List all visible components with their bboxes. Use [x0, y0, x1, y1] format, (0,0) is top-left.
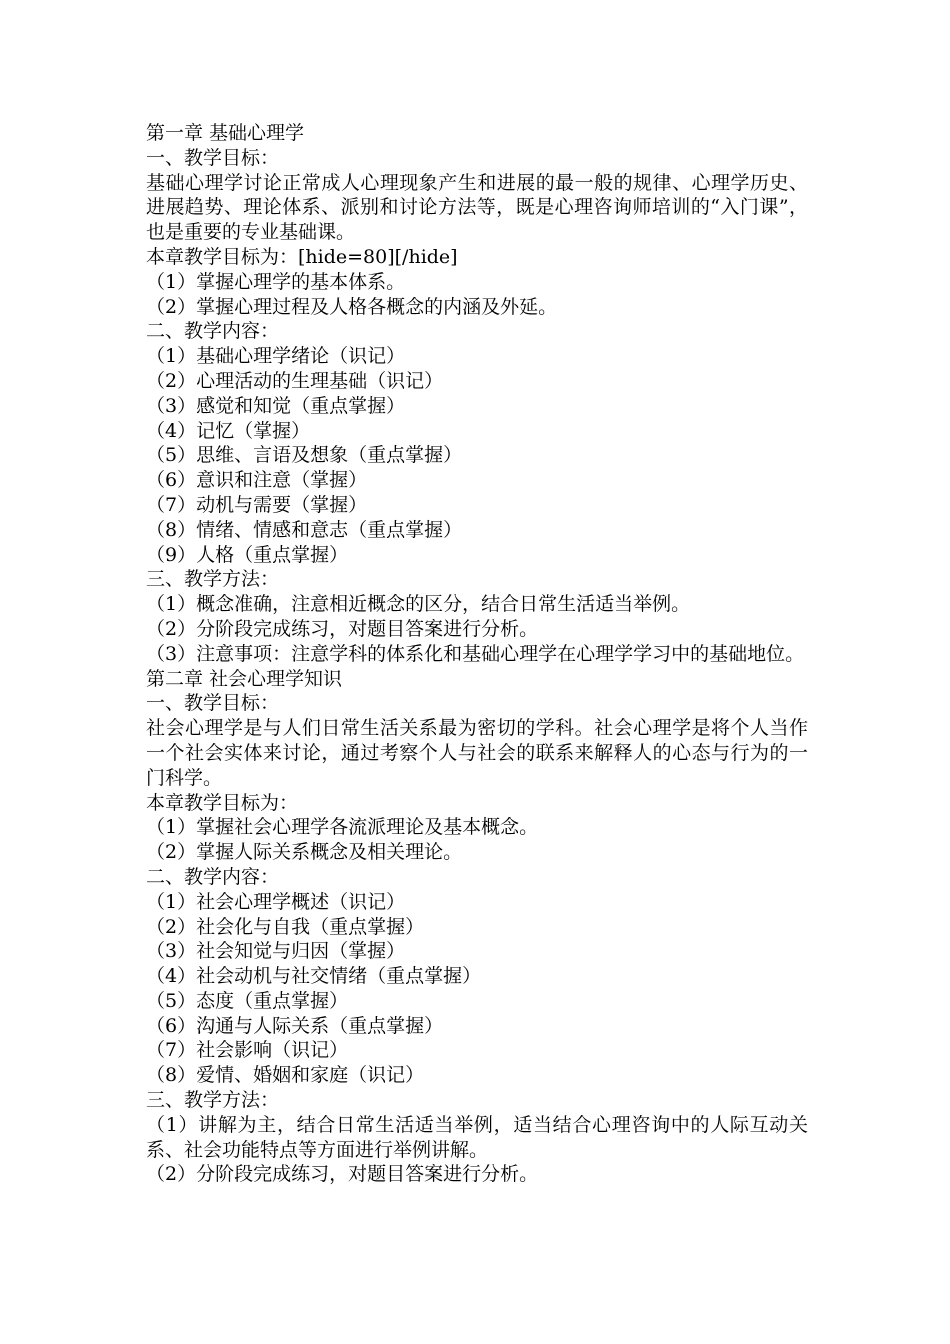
list-item: （4）社会动机与社交情绪（重点掌握） — [146, 965, 482, 988]
chapter-2-title: 第二章 社会心理学知识 — [146, 667, 343, 690]
list-item: （2）分阶段完成练习，对题目答案进行分析。 — [146, 1163, 539, 1186]
list-item: （6）沟通与人际关系（重点掌握） — [146, 1014, 444, 1037]
list-item: （1）掌握社会心理学各流派理论及基本概念。 — [146, 816, 539, 839]
list-item: （1）概念准确，注意相近概念的区分，结合日常生活适当举例。 — [146, 593, 691, 616]
list-item: （4）记忆（掌握） — [146, 419, 311, 442]
list-item: （1）社会心理学概述（识记） — [146, 890, 406, 913]
chapter-1-content-heading: 二、教学内容： — [146, 320, 280, 343]
list-item: （5）态度（重点掌握） — [146, 989, 349, 1012]
chapter-1-title: 第一章 基础心理学 — [146, 122, 305, 144]
list-item: （2）社会化与自我（重点掌握） — [146, 915, 425, 938]
chapter-2-goals-heading: 一、教学目标： — [146, 692, 280, 715]
list-item: （7）动机与需要（掌握） — [146, 493, 368, 516]
list-item: （6）意识和注意（掌握） — [146, 469, 368, 492]
chapter-1-goals-heading: 一、教学目标： — [146, 146, 280, 169]
list-item: （3）社会知觉与归因（掌握） — [146, 940, 406, 963]
list-item: （2）掌握心理过程及人格各概念的内涵及外延。 — [146, 295, 558, 318]
list-item: （2）掌握人际关系概念及相关理论。 — [146, 841, 463, 864]
chapter-2-content-heading: 二、教学内容： — [146, 865, 280, 888]
chapter-2-goals-paragraph: 社会心理学是与人们日常生活关系最为密切的学科。社会心理学是将个人当作一个社会实体来讨论，通过考察个人与社会的联系来解释人的心态与行为的一门科学。 — [146, 717, 808, 789]
list-item: （3）注意事项：注意学科的体系化和基础心理学在心理学学习中的基础地位。 — [146, 642, 805, 665]
chapter-1-goals-intro: 本章教学目标为：[hide=80][/hide] — [146, 245, 458, 268]
list-item: （8）情绪、情感和意志（重点掌握） — [146, 518, 463, 541]
list-item: （1）基础心理学绪论（识记） — [146, 345, 406, 368]
chapter-2-goals-intro: 本章教学目标为： — [146, 791, 299, 814]
chapter-2-methods-heading: 三、教学方法： — [146, 1089, 280, 1112]
list-item: （7）社会影响（识记） — [146, 1039, 349, 1062]
list-item: （5）思维、言语及想象（重点掌握） — [146, 444, 463, 467]
list-item: （2）分阶段完成练习，对题目答案进行分析。 — [146, 617, 539, 640]
list-item: （1）掌握心理学的基本体系。 — [146, 270, 406, 293]
list-item: （9）人格（重点掌握） — [146, 543, 349, 566]
document-page — [146, 121, 808, 1187]
list-item: （3）感觉和知觉（重点掌握） — [146, 394, 406, 417]
list-item: （1）讲解为主，结合日常生活适当举例，适当结合心理咨询中的人际互动关系、社会功能特点等方面进行举例讲解。 — [146, 1113, 808, 1161]
list-item: （8）爱情、婚姻和家庭（识记） — [146, 1064, 425, 1087]
chapter-1-methods-heading: 三、教学方法： — [146, 568, 280, 591]
list-item: （2）心理活动的生理基础（识记） — [146, 369, 444, 392]
chapter-1-goals-paragraph: 基础心理学讨论正常成人心理现象产生和进展的最一般的规律、心理学历史、进展趋势、理论体系、派别和讨论方法等，既是心理咨询师培训的“入门课”，也是重要的专业基础课。 — [146, 171, 808, 244]
